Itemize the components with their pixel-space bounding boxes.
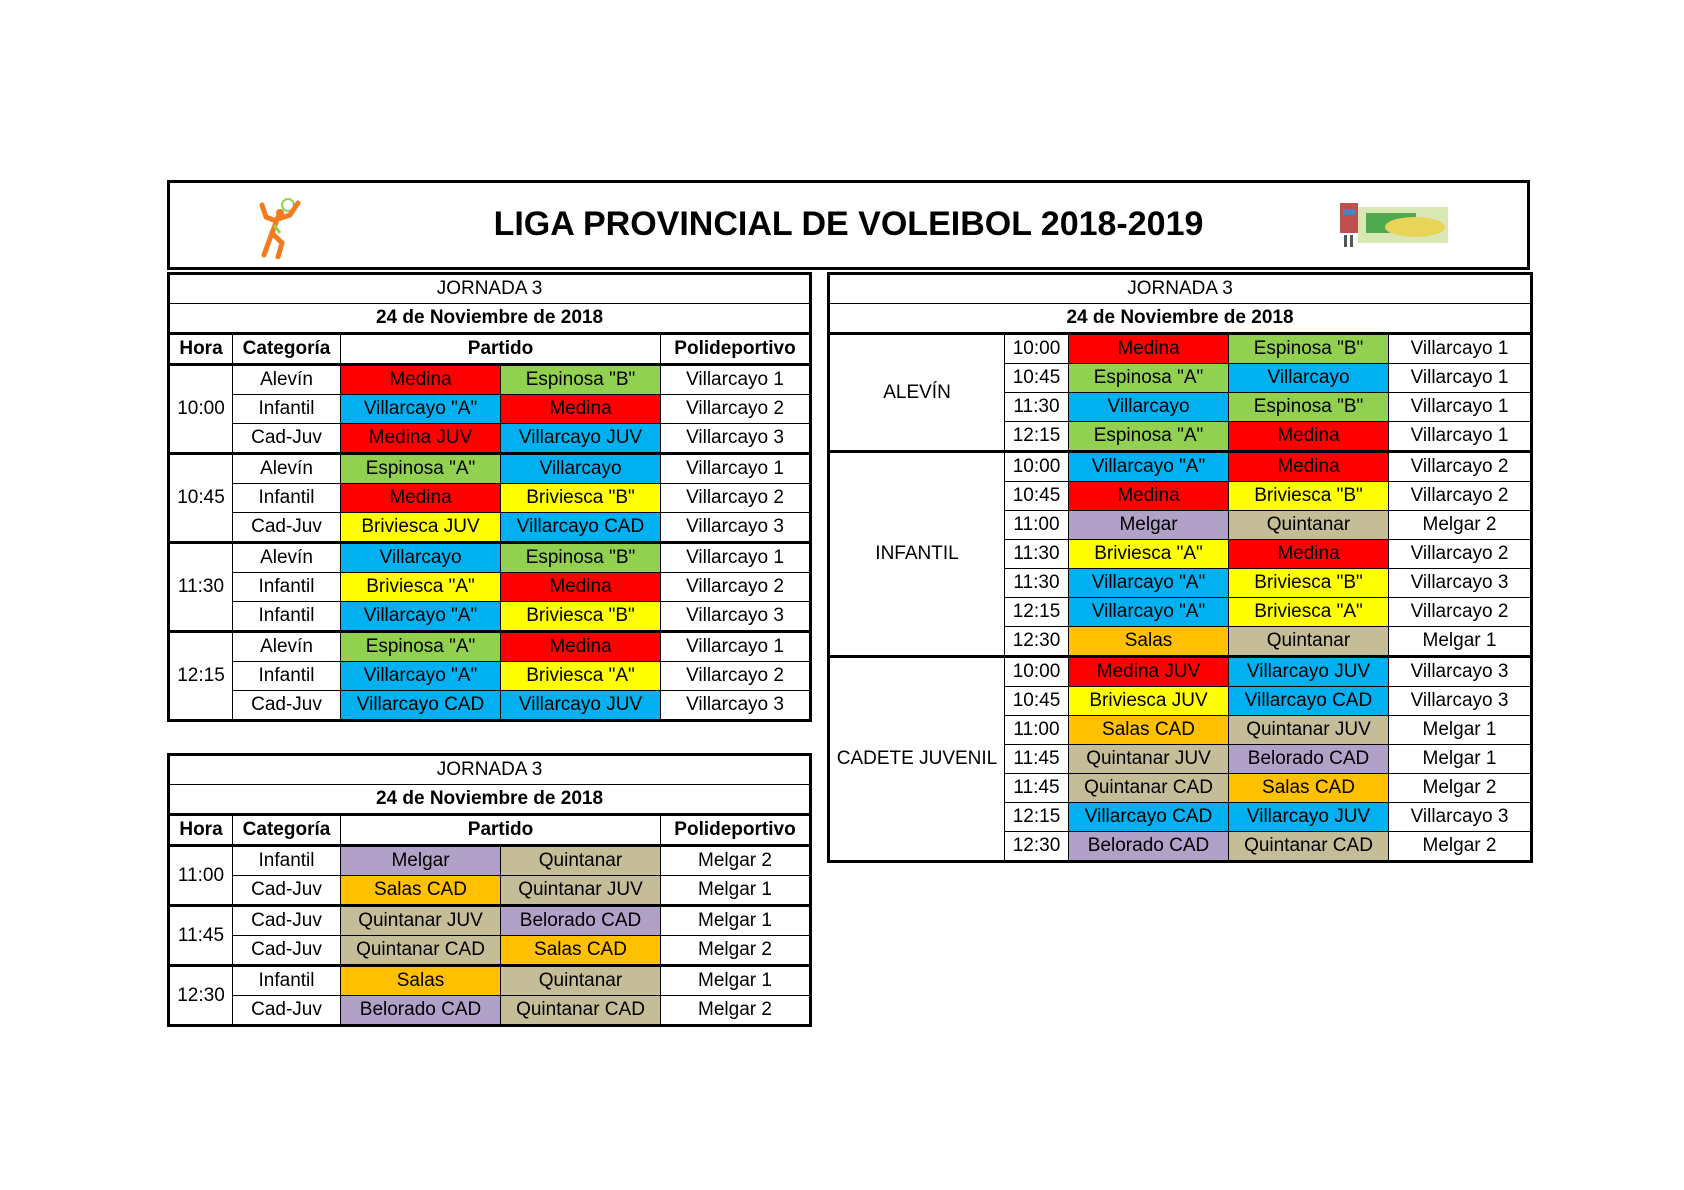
away-team-cell: Briviesca "B" <box>1229 482 1389 511</box>
header-polideportivo: Polideportivo <box>661 815 811 846</box>
table-row <box>169 936 811 966</box>
home-team-cell: Villarcayo "A" <box>1069 452 1229 482</box>
category-cell: Infantil <box>233 846 341 876</box>
table-row <box>169 365 811 395</box>
away-team-cell: Villarcayo CAD <box>501 513 661 543</box>
home-team-cell: Melgar <box>341 846 501 876</box>
away-team-cell: Quintanar <box>501 966 661 996</box>
home-team-cell: Espinosa "A" <box>341 632 501 662</box>
away-team-cell: Medina <box>501 395 661 424</box>
table-row <box>169 846 811 876</box>
category-cell: Cad-Juv <box>233 513 341 543</box>
away-team-cell: Salas CAD <box>501 936 661 966</box>
category-cell: Infantil <box>233 484 341 513</box>
away-team-cell: Briviesca "B" <box>501 484 661 513</box>
jornada-date: 24 de Noviembre de 2018 <box>829 304 1532 334</box>
header-categoria: Categoría <box>233 334 341 365</box>
home-team-cell: Medina JUV <box>1069 657 1229 687</box>
venue-cell: Villarcayo 2 <box>1389 598 1532 627</box>
away-team-cell: Briviesca "A" <box>501 662 661 691</box>
home-team-cell: Villarcayo "A" <box>1069 598 1229 627</box>
home-team-cell: Salas CAD <box>341 876 501 906</box>
away-team-cell: Espinosa "B" <box>1229 334 1389 364</box>
category-cell: Cad-Juv <box>233 996 341 1026</box>
away-team-cell: Espinosa "B" <box>501 543 661 573</box>
page-title: LIGA PROVINCIAL DE VOLEIBOL 2018-2019 <box>493 205 1204 243</box>
venue-cell: Melgar 1 <box>661 966 811 996</box>
table-row <box>169 996 811 1026</box>
venue-cell: Villarcayo 2 <box>661 395 811 424</box>
venue-cell: Villarcayo 1 <box>1389 364 1532 393</box>
category-cell: Infantil <box>233 602 341 632</box>
provincial-logo <box>1340 201 1455 249</box>
home-team-cell: Quintanar CAD <box>341 936 501 966</box>
away-team-cell: Villarcayo JUV <box>1229 657 1389 687</box>
time-cell: 11:30 <box>169 543 233 632</box>
category-cell: Alevín <box>233 454 341 484</box>
venue-cell: Melgar 2 <box>1389 774 1532 803</box>
category-group-cell: CADETE JUVENIL <box>829 657 1005 862</box>
away-team-cell: Medina <box>1229 422 1389 452</box>
category-cell: Infantil <box>233 966 341 996</box>
table-row <box>169 543 811 573</box>
time-cell: 10:00 <box>169 365 233 454</box>
time-cell: 11:45 <box>1005 745 1069 774</box>
venue-cell: Villarcayo 3 <box>661 424 811 454</box>
venue-cell: Villarcayo 2 <box>1389 482 1532 511</box>
home-team-cell: Villarcayo "A" <box>341 395 501 424</box>
home-team-cell: Medina JUV <box>341 424 501 454</box>
table-row <box>169 876 811 906</box>
home-team-cell: Belorado CAD <box>341 996 501 1026</box>
table-row <box>169 454 811 484</box>
venue-cell: Villarcayo 1 <box>661 365 811 395</box>
venue-cell: Villarcayo 2 <box>661 573 811 602</box>
away-team-cell: Briviesca "B" <box>1229 569 1389 598</box>
time-cell: 10:45 <box>169 454 233 543</box>
venue-cell: Villarcayo 2 <box>661 662 811 691</box>
table-row <box>169 602 811 632</box>
time-cell: 11:30 <box>1005 393 1069 422</box>
table-row <box>829 657 1532 687</box>
jornada-label: JORNADA 3 <box>829 274 1532 304</box>
away-team-cell: Villarcayo JUV <box>501 424 661 454</box>
table-row <box>169 966 811 996</box>
venue-cell: Villarcayo 1 <box>1389 334 1532 364</box>
table-row <box>169 632 811 662</box>
away-team-cell: Medina <box>1229 540 1389 569</box>
venue-cell: Villarcayo 3 <box>661 691 811 721</box>
category-group-cell: INFANTIL <box>829 452 1005 657</box>
category-cell: Alevín <box>233 632 341 662</box>
home-team-cell: Villarcayo "A" <box>341 662 501 691</box>
venue-cell: Melgar 2 <box>661 996 811 1026</box>
schedule-table-1 <box>167 272 812 722</box>
away-team-cell: Quintanar JUV <box>501 876 661 906</box>
home-team-cell: Villarcayo <box>1069 393 1229 422</box>
away-team-cell: Espinosa "B" <box>501 365 661 395</box>
header-partido: Partido <box>341 815 661 846</box>
away-team-cell: Belorado CAD <box>501 906 661 936</box>
away-team-cell: Belorado CAD <box>1229 745 1389 774</box>
away-team-cell: Espinosa "B" <box>1229 393 1389 422</box>
home-team-cell: Salas <box>341 966 501 996</box>
jornada-label: JORNADA 3 <box>169 274 811 304</box>
header-hora: Hora <box>169 815 233 846</box>
venue-cell: Melgar 1 <box>1389 716 1532 745</box>
time-cell: 11:45 <box>169 906 233 966</box>
time-cell: 10:00 <box>1005 657 1069 687</box>
venue-cell: Villarcayo 3 <box>661 602 811 632</box>
home-team-cell: Briviesca "A" <box>341 573 501 602</box>
home-team-cell: Quintanar CAD <box>1069 774 1229 803</box>
table-row <box>169 662 811 691</box>
away-team-cell: Quintanar JUV <box>1229 716 1389 745</box>
time-cell: 10:45 <box>1005 482 1069 511</box>
away-team-cell: Salas CAD <box>1229 774 1389 803</box>
away-team-cell: Villarcayo JUV <box>1229 803 1389 832</box>
venue-cell: Melgar 2 <box>1389 511 1532 540</box>
header-categoria: Categoría <box>233 815 341 846</box>
venue-cell: Villarcayo 2 <box>1389 540 1532 569</box>
time-cell: 12:30 <box>1005 627 1069 657</box>
away-team-cell: Villarcayo <box>501 454 661 484</box>
home-team-cell: Villarcayo CAD <box>341 691 501 721</box>
table-row <box>169 484 811 513</box>
time-cell: 10:45 <box>1005 364 1069 393</box>
home-team-cell: Villarcayo "A" <box>341 602 501 632</box>
home-team-cell: Espinosa "A" <box>1069 422 1229 452</box>
venue-cell: Villarcayo 3 <box>1389 687 1532 716</box>
away-team-cell: Quintanar <box>501 846 661 876</box>
away-team-cell: Briviesca "A" <box>1229 598 1389 627</box>
category-cell: Alevín <box>233 365 341 395</box>
away-team-cell: Quintanar <box>1229 627 1389 657</box>
away-team-cell: Medina <box>501 573 661 602</box>
header-partido: Partido <box>341 334 661 365</box>
category-cell: Cad-Juv <box>233 876 341 906</box>
venue-cell: Villarcayo 2 <box>661 484 811 513</box>
venue-cell: Villarcayo 1 <box>1389 422 1532 452</box>
venue-cell: Villarcayo 3 <box>661 513 811 543</box>
title-banner <box>167 180 1530 270</box>
away-team-cell: Quintanar <box>1229 511 1389 540</box>
home-team-cell: Salas <box>1069 627 1229 657</box>
home-team-cell: Medina <box>1069 482 1229 511</box>
venue-cell: Melgar 1 <box>661 906 811 936</box>
category-group-cell: ALEVÍN <box>829 334 1005 452</box>
venue-cell: Melgar 1 <box>1389 745 1532 774</box>
venue-cell: Villarcayo 2 <box>1389 452 1532 482</box>
home-team-cell: Medina <box>341 365 501 395</box>
venue-cell: Villarcayo 1 <box>1389 393 1532 422</box>
away-team-cell: Villarcayo CAD <box>1229 687 1389 716</box>
time-cell: 12:15 <box>169 632 233 721</box>
time-cell: 12:15 <box>1005 803 1069 832</box>
time-cell: 11:30 <box>1005 569 1069 598</box>
home-team-cell: Medina <box>341 484 501 513</box>
category-cell: Alevín <box>233 543 341 573</box>
venue-cell: Villarcayo 1 <box>661 632 811 662</box>
category-cell: Infantil <box>233 662 341 691</box>
table-row <box>169 691 811 721</box>
away-team-cell: Quintanar CAD <box>1229 832 1389 862</box>
table-row <box>829 334 1532 364</box>
table-row <box>169 513 811 543</box>
category-cell: Cad-Juv <box>233 936 341 966</box>
home-team-cell: Belorado CAD <box>1069 832 1229 862</box>
time-cell: 12:15 <box>1005 598 1069 627</box>
table-row <box>169 573 811 602</box>
home-team-cell: Medina <box>1069 334 1229 364</box>
jornada-label: JORNADA 3 <box>169 755 811 785</box>
category-cell: Infantil <box>233 573 341 602</box>
venue-cell: Villarcayo 1 <box>661 543 811 573</box>
venue-cell: Melgar 2 <box>661 846 811 876</box>
time-cell: 11:45 <box>1005 774 1069 803</box>
venue-cell: Melgar 2 <box>1389 832 1532 862</box>
venue-cell: Villarcayo 3 <box>1389 569 1532 598</box>
jornada-date: 24 de Noviembre de 2018 <box>169 785 811 815</box>
time-cell: 12:30 <box>169 966 233 1026</box>
venue-cell: Villarcayo 3 <box>1389 657 1532 687</box>
venue-cell: Villarcayo 1 <box>661 454 811 484</box>
schedule-table-by-category <box>827 272 1533 863</box>
header-polideportivo: Polideportivo <box>661 334 811 365</box>
time-cell: 10:45 <box>1005 687 1069 716</box>
time-cell: 11:00 <box>169 846 233 906</box>
venue-cell: Melgar 2 <box>661 936 811 966</box>
home-team-cell: Villarcayo <box>341 543 501 573</box>
schedule-table-2 <box>167 753 812 1027</box>
away-team-cell: Briviesca "B" <box>501 602 661 632</box>
home-team-cell: Espinosa "A" <box>1069 364 1229 393</box>
time-cell: 11:00 <box>1005 511 1069 540</box>
category-cell: Cad-Juv <box>233 691 341 721</box>
category-cell: Cad-Juv <box>233 424 341 454</box>
home-team-cell: Salas CAD <box>1069 716 1229 745</box>
category-cell: Cad-Juv <box>233 906 341 936</box>
away-team-cell: Medina <box>1229 452 1389 482</box>
away-team-cell: Villarcayo JUV <box>501 691 661 721</box>
home-team-cell: Briviesca JUV <box>341 513 501 543</box>
time-cell: 11:00 <box>1005 716 1069 745</box>
venue-cell: Melgar 1 <box>661 876 811 906</box>
away-team-cell: Medina <box>501 632 661 662</box>
time-cell: 11:30 <box>1005 540 1069 569</box>
time-cell: 12:15 <box>1005 422 1069 452</box>
table-row <box>169 906 811 936</box>
jornada-date: 24 de Noviembre de 2018 <box>169 304 811 334</box>
home-team-cell: Quintanar JUV <box>1069 745 1229 774</box>
home-team-cell: Espinosa "A" <box>341 454 501 484</box>
table-row <box>169 395 811 424</box>
venue-cell: Villarcayo 3 <box>1389 803 1532 832</box>
home-team-cell: Melgar <box>1069 511 1229 540</box>
home-team-cell: Briviesca JUV <box>1069 687 1229 716</box>
home-team-cell: Villarcayo CAD <box>1069 803 1229 832</box>
table-row <box>829 452 1532 482</box>
home-team-cell: Villarcayo "A" <box>1069 569 1229 598</box>
away-team-cell: Quintanar CAD <box>501 996 661 1026</box>
venue-cell: Melgar 1 <box>1389 627 1532 657</box>
header-hora: Hora <box>169 334 233 365</box>
home-team-cell: Quintanar JUV <box>341 906 501 936</box>
time-cell: 10:00 <box>1005 334 1069 364</box>
home-team-cell: Briviesca "A" <box>1069 540 1229 569</box>
away-team-cell: Villarcayo <box>1229 364 1389 393</box>
time-cell: 12:30 <box>1005 832 1069 862</box>
category-cell: Infantil <box>233 395 341 424</box>
time-cell: 10:00 <box>1005 452 1069 482</box>
table-row <box>169 424 811 454</box>
